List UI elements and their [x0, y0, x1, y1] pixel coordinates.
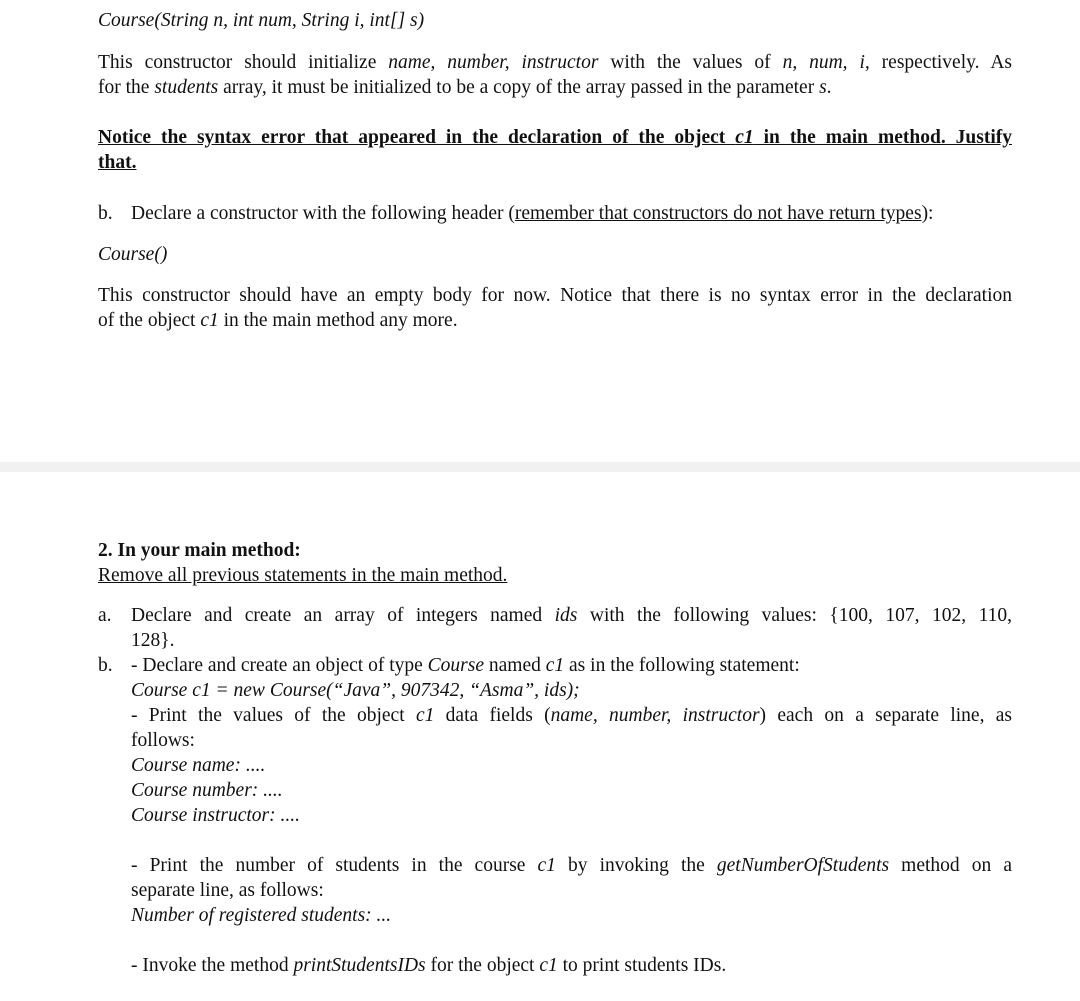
print-fields-line-1: - Print the values of the object c1 data fields (name, number, instructor) each on a separate line, as: [131, 705, 1013, 726]
empty-constructor-desc-line-1: This constructor should have an empty body for now. Notice that there is no syntax error in the declaration: [98, 285, 1012, 306]
constructor-description-line-2: for the students array, it must be initialized to be a copy of the array passed in the parameter s.: [98, 77, 832, 98]
print-count-line-1: - Print the number of students in the course c1 by invoking the getNumberOfStudents method on a: [131, 855, 1012, 876]
constructor-header-full: Course(String n, int num, String i, int[] s): [98, 10, 425, 31]
item-a-line-1: Declare and create an array of integers named ids with the following values: {100, 107, 102, 110,: [131, 605, 1012, 626]
code-statement: Course c1 = new Course(“Java”, 907342, “Asma”, ids);: [131, 680, 580, 701]
print-count-line-2: separate line, as follows:: [131, 880, 324, 901]
page-separator: [0, 462, 1080, 472]
constructor-header-empty: Course(): [98, 244, 168, 265]
section-title: 2. In your main method:: [98, 540, 301, 561]
constructor-description-line-1: This constructor should initialize name, number, instructor with the values of n, num, i, respectively. As: [98, 52, 1012, 73]
print-fields-line-2: follows:: [131, 730, 195, 751]
notice-line-2: that.: [98, 152, 137, 173]
item-b-declare-constructor: Declare a constructor with the following header (remember that constructors do not have return types):: [131, 203, 934, 224]
list-marker-b: b.: [98, 203, 113, 224]
empty-constructor-desc-line-2: of the object c1 in the main method any more.: [98, 310, 458, 331]
invoke-print-ids: - Invoke the method printStudentsIDs for the object c1 to print students IDs.: [131, 955, 727, 976]
output-course-instructor: Course instructor: ....: [131, 805, 301, 826]
list-marker-a: a.: [98, 605, 112, 626]
document-page-2: [0, 472, 1080, 1001]
notice-line-1: Notice the syntax error that appeared in the declaration of the object c1 in the main method. Justify: [98, 127, 1012, 148]
output-course-name: Course name: ....: [131, 755, 266, 776]
item-b-declare-object: - Declare and create an object of type Course named c1 as in the following statement:: [131, 655, 800, 676]
list-marker-b2: b.: [98, 655, 113, 676]
output-course-number: Course number: ....: [131, 780, 283, 801]
section-subtitle: Remove all previous statements in the main method.: [98, 565, 508, 586]
document-page-1: [0, 0, 1080, 462]
output-registered-students: Number of registered students: ...: [131, 905, 392, 926]
item-a-line-2: 128}.: [131, 630, 175, 651]
